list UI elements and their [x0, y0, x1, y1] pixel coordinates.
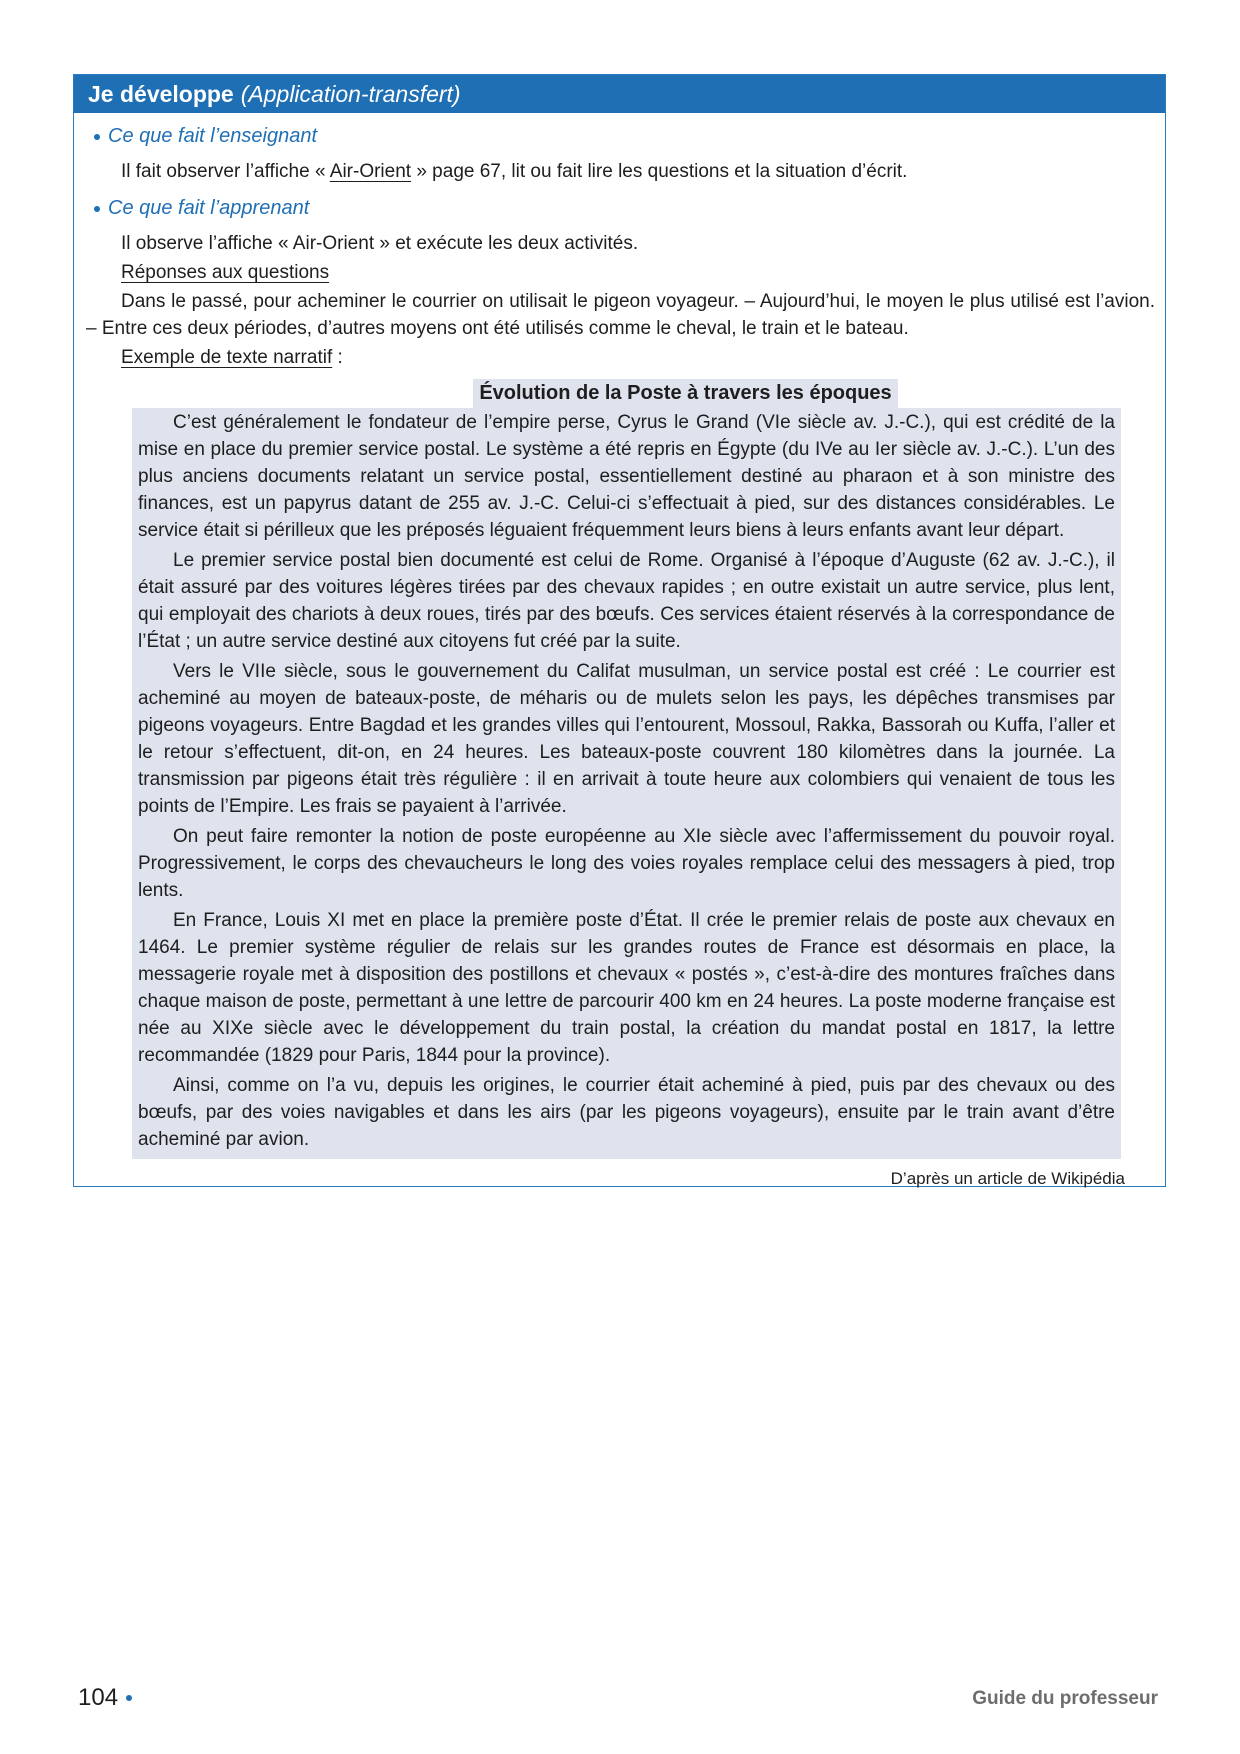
box-content — [74, 123, 1165, 1192]
narrative-paragraph: Vers le VIIe siècle, sous le gouvernement du Califat musulman, un service postal est créé : Le courrier est acheminé au moyen de bateaux-poste, de méharis ou de mulets selon les pays, les dépêches transmises par pigeons voyageurs. Entre Bagdad et les grandes villes qui l’entourent, Mossoul, Rakka, Bassorah ou Kuffa, l’aller et le retour s’effectuent, dit-on, en 24 heures. Les bateaux-poste couvrent 180 kilomètres dans la journée. La transmission par pigeons était très régulière : il en arrivait à toute heure aux colombiers qui venaient de tous les points de l’Empire. Les frais se payaient à l’arrivée. — [138, 661, 1115, 817]
narrative-paragraph: C’est généralement le fondateur de l’empire perse, Cyrus le Grand (VIe siècle av. J.-C.), qui est crédité de la mise en place du premier service postal. Le système a été repris en Égypte (du IVe au Ier siècle av. J.-C.). L’un des plus anciens documents relatant un service postal, essentiellement destiné au pharaon et à son ministre des finances, est un papyrus datant de 255 av. J.-C. Celui-ci s’effectuait à pied, sur des distances considérables. Le service était si périlleux que les préposés léguaient fréquemment leurs biens à leurs enfants avant leur départ. — [138, 412, 1115, 541]
teacher-heading-label: Ce que fait l’enseignant — [108, 125, 318, 147]
example-heading — [86, 344, 1155, 371]
example-heading-label: Exemple de texte narratif — [121, 347, 333, 368]
narrative-paragraph: On peut faire remonter la notion de poste européenne au XIe siècle avec l’affermissement du pouvoir royal. Progressivement, le corps des chevaucheurs le long des voies royales remplace celui des messagers à pied, trop lents. — [138, 826, 1115, 901]
answers-heading — [86, 259, 1155, 286]
learner-heading — [86, 195, 1155, 222]
narrative-paragraph: Le premier service postal bien documenté est celui de Rome. Organisé à l’époque d’Auguste (62 av. J.-C.), il était assuré par des voitures légères tirées par des chevaux rapides ; en outre existait un autre service, plus lent, qui employait des chariots à deux roues, tirés par des bœufs. Ces services étaient réservés à la correspondance de l’État ; un autre service destiné aux citoyens fut créé par la suite. — [138, 550, 1115, 652]
footer-dot-icon — [126, 1695, 132, 1701]
narrative-paragraph: En France, Louis XI met en place la première poste d’État. Il crée le premier relais de poste aux chevaux en 1464. Le premier système régulier de relais sur les grandes routes de France est désormais en place, la messagerie royale met à disposition des postillons et chevaux « postés », c’est-à-dire des montures fraîches dans chaque maison de poste, permettant à une lettre de parcourir 400 km en 24 heures. La poste moderne française est née au XIXe siècle avec le développement du train postal, la création du mandat postal en 1817, la lettre recommandée (1829 pour Paris, 1844 pour la province). — [138, 910, 1115, 1066]
learner-text: Il observe l’affiche « Air-Orient » et exécute les deux activités. — [121, 233, 639, 254]
section-header — [74, 75, 1165, 113]
answers-text-body: Dans le passé, pour acheminer le courrier on utilisait le pigeon voyageur. – Aujourd’hui, le moyen le plus utilisé est l’avion. – Entre ces deux périodes, d’autres moyens ont été utilisés comme le cheval, le train et le bateau. — [86, 291, 1155, 339]
teacher-text-after: » page 67, lit ou fait lire les questions et la situation d’écrit. — [411, 161, 908, 182]
narrative-title: Évolution de la Poste à travers les époques — [473, 379, 897, 408]
section-title: Je développe — [88, 80, 234, 107]
page-number — [78, 1684, 132, 1712]
narrative-paragraph: Ainsi, comme on l’a vu, depuis les origines, le courrier était acheminé à pied, puis par des chevaux ou des bœufs, par des voies navigables et dans les airs (par les pigeons voyageurs), ensuite par le train avant d’être acheminé par avion. — [138, 1075, 1115, 1150]
example-heading-colon: : — [332, 347, 343, 368]
teacher-text-before: Il fait observer l’affiche « — [121, 161, 330, 182]
section-subtitle: (Application-transfert) — [240, 80, 461, 107]
book-title: Guide du professeur — [972, 1688, 1158, 1709]
bullet-dot-icon — [94, 206, 100, 212]
bullet-dot-icon — [94, 134, 100, 140]
air-orient-link: Air-Orient — [329, 161, 412, 182]
answers-heading-label: Réponses aux questions — [121, 262, 330, 283]
exercise-box — [73, 74, 1166, 1187]
teacher-text — [86, 158, 1155, 185]
teacher-heading — [86, 123, 1155, 150]
narrative-source: D’après un article de Wikipédia — [890, 1169, 1125, 1188]
narrative-block — [132, 408, 1121, 1159]
page-number-label: 104 — [78, 1684, 119, 1711]
learner-heading-label: Ce que fait l’apprenant — [108, 197, 310, 219]
answers-text — [86, 288, 1155, 342]
narrative-title-wrap — [216, 379, 1155, 408]
